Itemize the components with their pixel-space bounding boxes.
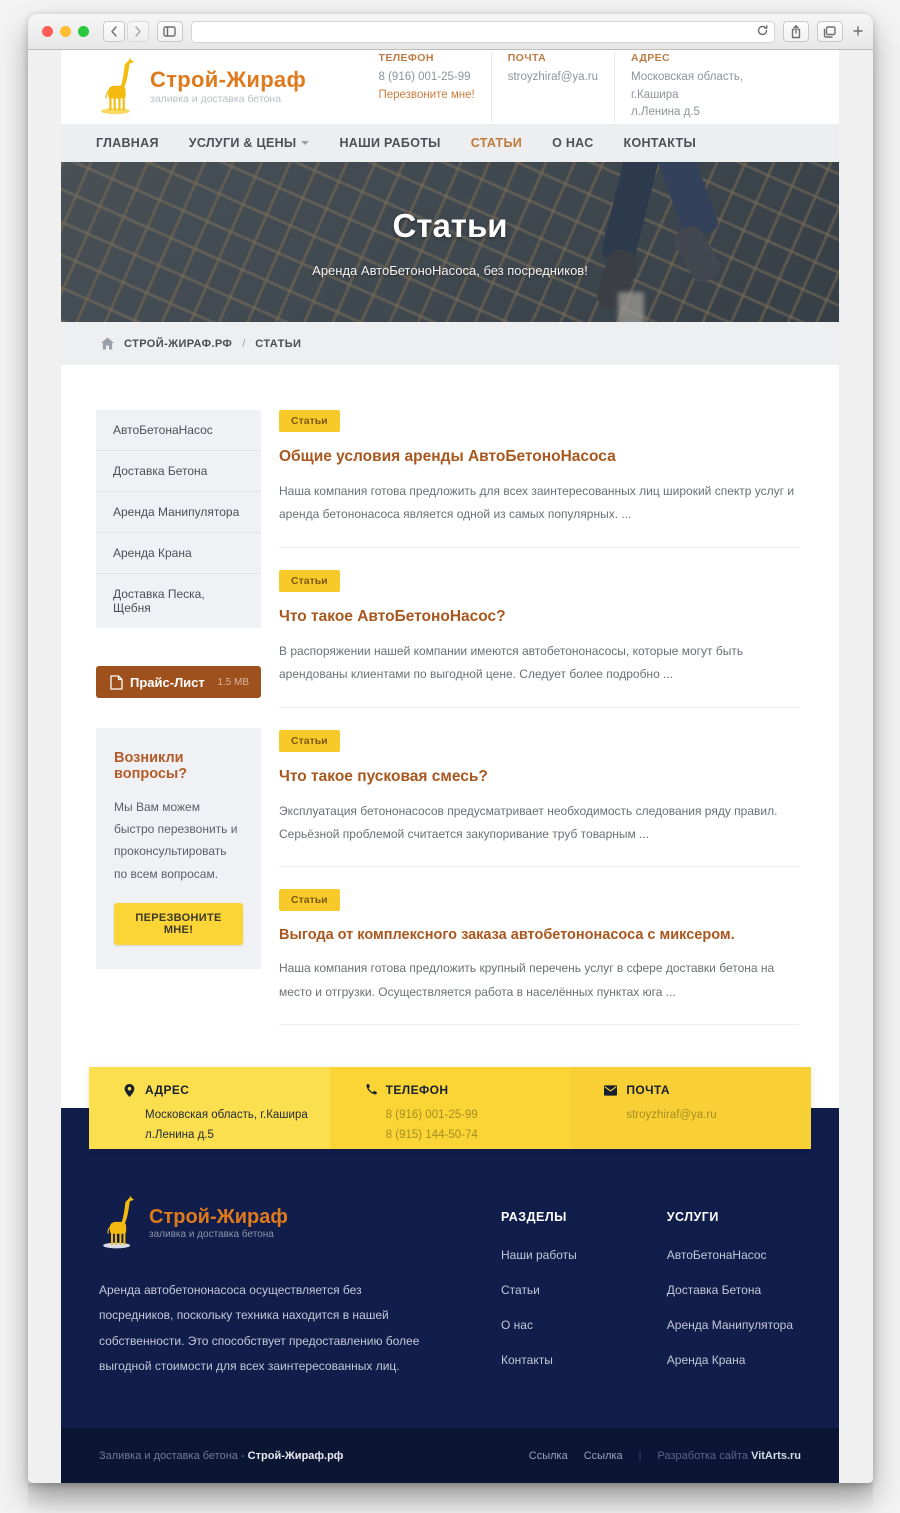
footer-address-line1: Московская область, г.Кашира xyxy=(145,1109,308,1122)
developer-credit[interactable]: Разработка сайта VitArts.ru xyxy=(657,1449,801,1462)
logo-tagline: заливка и доставка бетона xyxy=(150,93,282,105)
window-controls xyxy=(42,26,89,37)
questions-box xyxy=(96,728,261,969)
footer-link-crane[interactable]: Аренда Крана xyxy=(666,1353,746,1368)
footer-logo-tagline: заливка и доставка бетона xyxy=(149,1228,274,1240)
nav-item-home[interactable]: ГЛАВНАЯ xyxy=(96,136,159,150)
article-title[interactable]: Общие условия аренды АвтоБетоноНасоса xyxy=(279,448,616,465)
phone-icon xyxy=(364,1084,377,1097)
main-navigation xyxy=(61,124,839,162)
main-content xyxy=(61,365,839,1067)
footer-link-delivery[interactable]: Доставка Бетона xyxy=(666,1283,762,1298)
bottom-link-1[interactable]: Ссылка xyxy=(528,1449,568,1462)
copyright-bar xyxy=(61,1428,839,1483)
zoom-window-button[interactable] xyxy=(78,26,89,37)
footer-address-line2: л.Ленина д.5 xyxy=(145,1128,214,1141)
article-category-badge[interactable]: Статьи xyxy=(279,570,340,592)
header-phone-block xyxy=(363,52,491,122)
page-title: Статьи xyxy=(392,206,508,244)
browser-toolbar xyxy=(28,14,873,50)
header-address-block xyxy=(614,52,804,122)
browser-window xyxy=(28,14,873,1483)
breadcrumb-current: СТАТЬИ xyxy=(255,337,302,350)
breadcrumb-separator: / xyxy=(242,337,246,350)
article-category-badge[interactable]: Статьи xyxy=(279,889,340,911)
address-line1: Московская область, г.Кашира xyxy=(631,70,744,101)
site-logo[interactable] xyxy=(96,58,306,116)
footer-email-value[interactable]: stroyzhiraf@ya.ru xyxy=(626,1109,717,1122)
logo-title: Строй-Жираф xyxy=(150,67,307,92)
article-excerpt: Наша компания готова предложить крупный перечень услуг в сфере доставки бетона на место и отгрузки. Осуществляется работа в населённых пунктах юга ... xyxy=(279,961,775,999)
hero-banner xyxy=(61,162,839,322)
price-list-button[interactable] xyxy=(96,666,261,698)
nav-item-services[interactable]: УСЛУГИ & ЦЕНЫ xyxy=(189,136,310,150)
footer-logo[interactable] xyxy=(99,1196,429,1250)
article-category-badge[interactable]: Статьи xyxy=(279,410,340,432)
footer-services-column xyxy=(667,1196,793,1388)
article-title[interactable]: Выгода от комплексного заказа автобетононасоса с миксером. xyxy=(279,927,735,944)
site-header xyxy=(61,50,839,124)
article-item xyxy=(279,410,799,548)
site-footer xyxy=(61,1108,839,1428)
copyright-text: Заливка и доставка бетона - Строй-Жираф.рф xyxy=(99,1449,344,1462)
address-label: АДРЕС xyxy=(631,51,671,64)
pdf-file-icon xyxy=(110,675,123,690)
address-line2: л.Ленина д.5 xyxy=(631,106,700,119)
footer-email-label: ПОЧТА xyxy=(626,1083,670,1098)
developer-site-name: VitArts.ru xyxy=(751,1449,801,1462)
article-title[interactable]: Что такое пусковая смесь? xyxy=(279,767,488,785)
footer-email-block xyxy=(570,1067,811,1149)
price-list-label: Прайс-Лист xyxy=(130,674,205,690)
nav-item-contacts[interactable]: КОНТАКТЫ xyxy=(623,136,696,150)
footer-contact-bar xyxy=(89,1067,811,1149)
envelope-icon xyxy=(604,1084,617,1097)
refresh-icon[interactable] xyxy=(757,25,768,39)
breadcrumb xyxy=(61,322,839,365)
share-icon[interactable] xyxy=(783,21,809,42)
email-value[interactable]: stroyzhiraf@ya.ru xyxy=(507,70,598,83)
minimize-window-button[interactable] xyxy=(60,26,71,37)
sidebar-item-concrete-pump[interactable]: АвтоБетонаНасос xyxy=(96,410,261,451)
sidebar-item-crane[interactable]: Аренда Крана xyxy=(96,533,261,574)
article-excerpt: Эксплуатация бетононасосов предусматривает необходимость следования ряду правил. Серьёзной проблемой считается закупоривание труб товарным ... xyxy=(279,803,778,841)
footer-logo-title: Строй-Жираф xyxy=(149,1205,288,1228)
callback-button[interactable]: ПЕРЕЗВОНИТЕ МНЕ! xyxy=(114,903,243,945)
sidebar xyxy=(96,410,261,1047)
bottom-divider: | xyxy=(638,1449,642,1462)
article-excerpt: В распоряжении нашей компании имеются автобетононасосы, которые могут быть арендованы клиентами по выгодной цене. Следует более подробно ... xyxy=(279,643,744,682)
category-list xyxy=(96,410,261,628)
close-window-button[interactable] xyxy=(42,26,53,37)
footer-link-works[interactable]: Наши работы xyxy=(501,1248,577,1263)
footer-link-about[interactable]: О нас xyxy=(501,1318,533,1333)
sidebar-toggle-icon[interactable] xyxy=(157,21,183,42)
nav-item-works[interactable]: НАШИ РАБОТЫ xyxy=(339,136,441,150)
phone-label: ТЕЛЕФОН xyxy=(378,51,434,64)
header-email-block xyxy=(491,52,614,122)
giraffe-logo-icon xyxy=(99,1196,141,1250)
giraffe-logo-icon xyxy=(96,58,142,116)
copyright-site-name: Строй-Жираф.рф xyxy=(247,1449,344,1462)
footer-link-pump[interactable]: АвтоБетонаНасос xyxy=(666,1248,767,1263)
home-icon[interactable] xyxy=(101,337,114,350)
footer-link-contacts[interactable]: Контакты xyxy=(501,1353,553,1368)
footer-phone-1[interactable]: 8 (916) 001-25-99 xyxy=(385,1109,478,1122)
footer-link-articles[interactable]: Статьи xyxy=(501,1283,540,1298)
email-label: ПОЧТА xyxy=(507,51,547,64)
article-item xyxy=(279,570,799,708)
footer-about-text: Аренда автобетононасоса осуществляется без посредников, поскольку техника находится в нашей собственности. Это способствует предоставлению более выгодной стоимости для всех заинтересованных лиц. xyxy=(99,1283,420,1373)
nav-item-articles[interactable]: СТАТЬИ xyxy=(470,136,523,150)
breadcrumb-root[interactable]: СТРОЙ-ЖИРАФ.РФ xyxy=(124,337,233,350)
sidebar-item-concrete-delivery[interactable]: Доставка Бетона xyxy=(96,451,261,492)
forward-button[interactable] xyxy=(127,21,149,42)
article-item xyxy=(279,730,799,868)
sidebar-item-manipulator[interactable]: Аренда Манипулятора xyxy=(96,492,261,533)
chevron-down-icon xyxy=(301,141,309,145)
nav-item-about[interactable]: О НАС xyxy=(552,136,594,150)
footer-phone-2[interactable]: 8 (915) 144-50-74 xyxy=(385,1128,478,1141)
footer-address-label: АДРЕС xyxy=(145,1083,190,1098)
article-excerpt: Наша компания готова предложить для всех заинтересованных лиц широкий спектр услуг и аренда бетононасоса является одной из самых популярных. ... xyxy=(279,484,795,522)
phone-number[interactable]: 8 (916) 001-25-99 xyxy=(378,70,471,83)
footer-phone-block xyxy=(330,1067,571,1149)
page-subtitle: Аренда АвтоБетоноНасоса, без посредников! xyxy=(312,262,588,278)
questions-text: Мы Вам можем быстро перезвонить и проконсультировать по всем вопросам. xyxy=(114,800,238,881)
footer-phone-label: ТЕЛЕФОН xyxy=(385,1083,449,1098)
location-pin-icon xyxy=(123,1084,136,1097)
footer-address-block xyxy=(89,1067,330,1149)
footer-services-heading: УСЛУГИ xyxy=(666,1210,719,1225)
address-bar[interactable] xyxy=(191,21,775,43)
questions-title: Возникли вопросы? xyxy=(114,750,188,782)
price-list-size: 1.5 MB xyxy=(217,676,249,688)
back-button[interactable] xyxy=(103,21,125,42)
footer-link-manipulator[interactable]: Аренда Манипулятора xyxy=(666,1318,794,1333)
article-item xyxy=(279,889,799,1025)
footer-sections-heading: РАЗДЕЛЫ xyxy=(501,1210,567,1225)
tabs-overview-icon[interactable] xyxy=(817,21,843,42)
new-tab-icon[interactable] xyxy=(853,23,863,41)
bottom-link-2[interactable]: Ссылка xyxy=(583,1449,623,1462)
article-category-badge[interactable]: Статьи xyxy=(279,730,340,752)
article-title[interactable]: Что такое АвтоБетоноНасос? xyxy=(279,607,506,625)
callback-link[interactable]: Перезвоните мне! xyxy=(378,88,475,101)
window-shadow xyxy=(28,1483,873,1513)
articles-list xyxy=(279,410,839,1047)
footer-sections-column xyxy=(501,1196,577,1388)
sidebar-item-sand-gravel[interactable]: Доставка Песка, Щебня xyxy=(113,587,205,615)
